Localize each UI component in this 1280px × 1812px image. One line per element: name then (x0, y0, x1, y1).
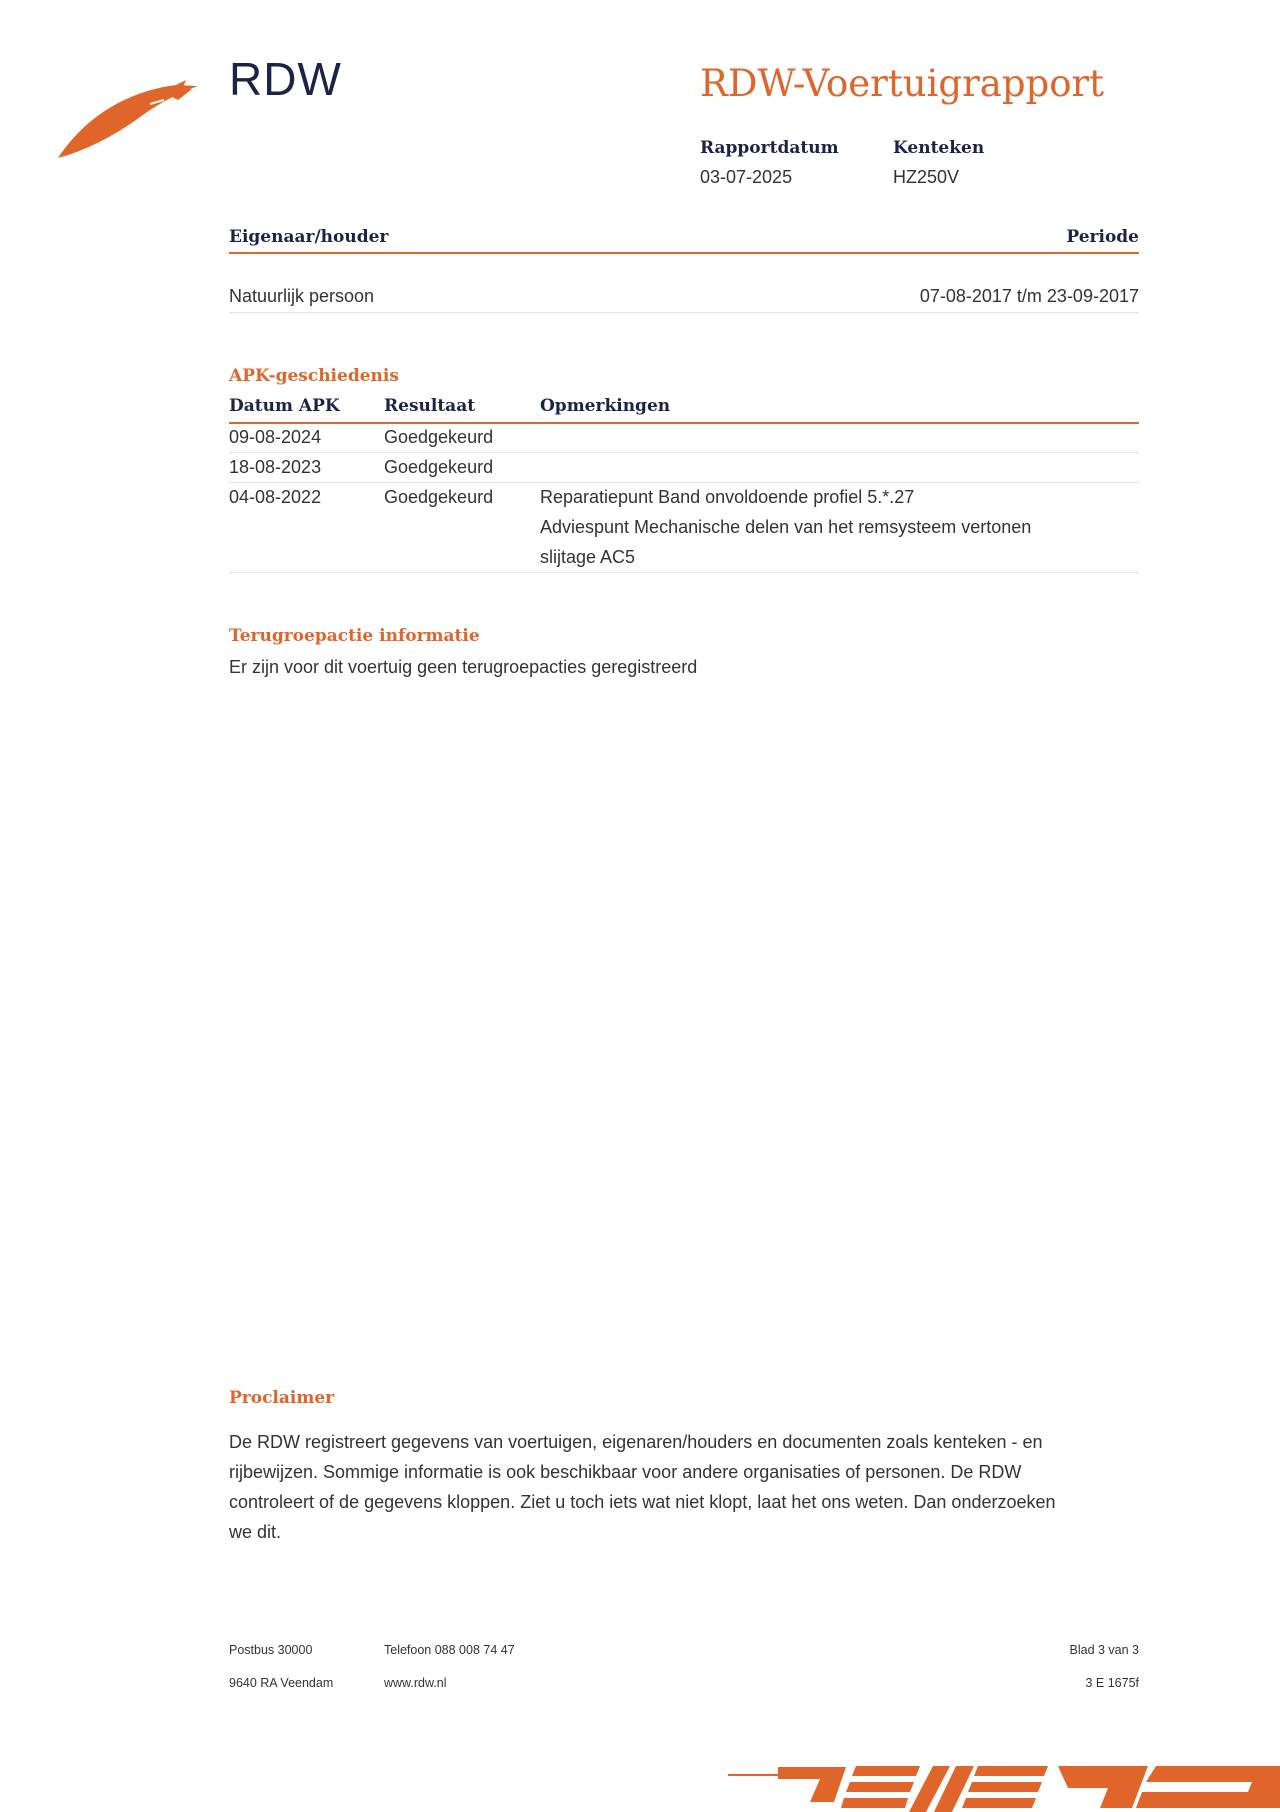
owner-value: Natuurlijk persoon (229, 286, 375, 306)
owner-header: Eigenaar/houder (229, 227, 389, 247)
page-title: RDW-Voertuigrapport (700, 62, 1105, 105)
proclaimer-line-4: we dit. (229, 1522, 282, 1542)
apk-row-1-date: 09-08-2024 (229, 427, 322, 447)
proclaimer-line-2: rijbewijzen. Sommige informatie is ook beschikbaar voor andere organisaties of personen. De RDW (229, 1462, 1022, 1482)
apk-row-2-date: 18-08-2023 (229, 457, 322, 477)
recall-text: Er zijn voor dit voertuig geen terugroepacties geregistreerd (229, 657, 698, 677)
apk-row-2-result: Goedgekeurd (384, 457, 494, 477)
apk-row-3-result: Goedgekeurd (384, 487, 494, 507)
rapportdatum-value: 03-07-2025 (700, 167, 793, 187)
apk-col-opmerkingen: Opmerkingen (540, 396, 671, 416)
proclaimer-line-3: controleert of de gegevens kloppen. Ziet u toch iets wat niet klopt, laat het ons weten. Dan onderzoeken (229, 1492, 1056, 1512)
kenteken-label: Kenteken (893, 138, 985, 158)
recall-section-title: Terugroepactie informatie (229, 626, 480, 646)
rdw-feather-logo-icon (58, 80, 208, 162)
rdw-stripes-graphic-icon (728, 1752, 1280, 1812)
footer-website[interactable]: www.rdw.nl (384, 1676, 447, 1690)
apk-row-1-result: Goedgekeurd (384, 427, 494, 447)
apk-col-datum: Datum APK (229, 396, 340, 416)
apk-row-3-remark-3: slijtage AC5 (540, 547, 636, 567)
kenteken-value: HZ250V (893, 167, 960, 187)
footer-city: 9640 RA Veendam (229, 1676, 334, 1690)
proclaimer-text (229, 1427, 1149, 1547)
footer-code: 3 E 1675f (1085, 1676, 1139, 1690)
footer-phone: Telefoon 088 008 74 47 (384, 1643, 515, 1657)
footer-postbus: Postbus 30000 (229, 1643, 313, 1657)
apk-header-rule (229, 422, 1139, 424)
period-header: Periode (1066, 227, 1139, 247)
owner-header-rule (229, 252, 1139, 254)
apk-section-title: APK-geschiedenis (229, 366, 399, 386)
apk-row-3-rule (229, 572, 1139, 573)
proclaimer-title: Proclaimer (229, 1388, 335, 1408)
owner-row-rule (229, 312, 1139, 313)
rapportdatum-label: Rapportdatum (700, 138, 839, 158)
apk-row-3-remark-2: Adviespunt Mechanische delen van het remsysteem vertonen (540, 517, 1032, 537)
apk-row-2-rule (229, 482, 1139, 483)
footer-page-number: Blad 3 van 3 (1069, 1643, 1139, 1657)
apk-row-1-rule (229, 452, 1139, 453)
proclaimer-line-1: De RDW registreert gegevens van voertuigen, eigenaren/houders en documenten zoals kenteken - en (229, 1432, 1043, 1452)
apk-col-resultaat: Resultaat (384, 396, 476, 416)
apk-row-3-date: 04-08-2022 (229, 487, 322, 507)
logo-text: RDW (229, 53, 342, 105)
apk-row-3-remark-1: Reparatiepunt Band onvoldoende profiel 5.*.27 (540, 487, 915, 507)
period-value: 07-08-2017 t/m 23-09-2017 (919, 286, 1139, 306)
